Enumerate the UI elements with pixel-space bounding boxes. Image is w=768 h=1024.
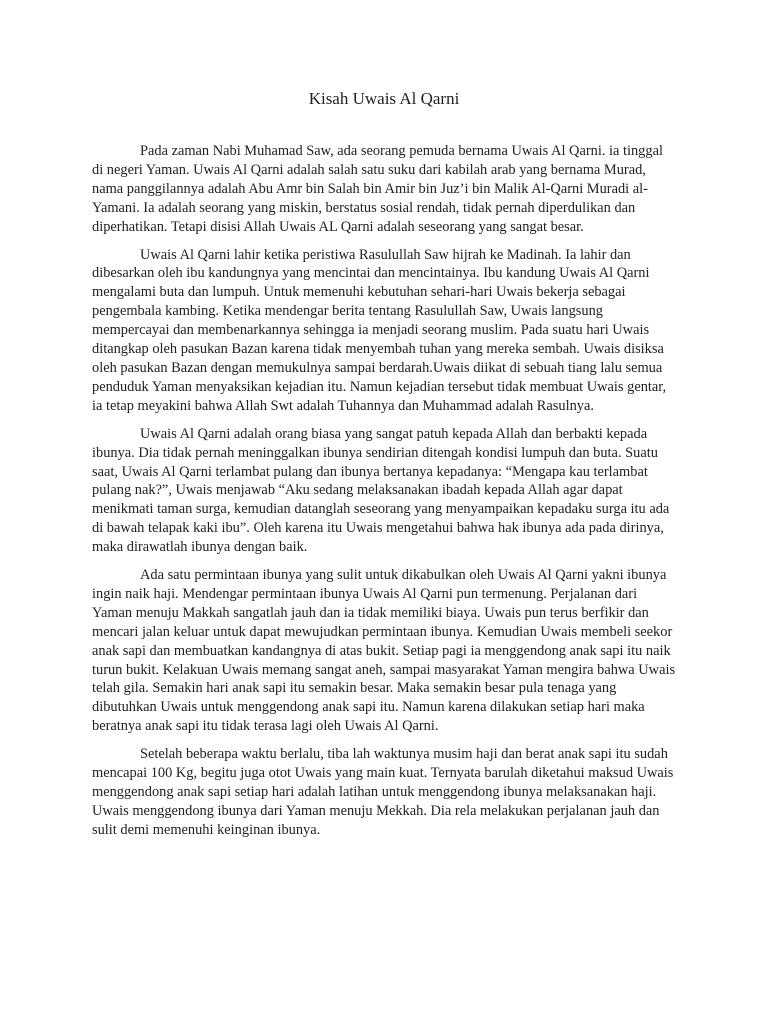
- paragraph-3: Uwais Al Qarni adalah orang biasa yang sangat patuh kepada Allah dan berbakti kepada ibunya. Dia tidak pernah meninggalkan ibunya sendirian ditengah kondisi lumpuh dan buta. Suatu saat, Uwais Al Qarni terlambat pulang dan ibunya bertanya kepadanya: “Mengapa kau terlambat pulang nak?”, Uwais menjawab “Aku sedang melaksanakan ibadah kepada Allah agar dapat menikmati taman surga, kemudian datanglah seseorang yang menyampaikan kepadaku surga itu ada di bawah telapak kaki ibu”. Oleh karena itu Uwais mengetahui bahwa hak ibunya ada pada dirinya, maka dirawatlah ibunya dengan baik.: [92, 425, 670, 556]
- paragraph-2: Uwais Al Qarni lahir ketika peristiwa Rasulullah Saw hijrah ke Madinah. Ia lahir dan dibesarkan oleh ibu kandungnya yang mencintai dan mencintainya. Ibu kandung Uwais Al Qarni mengalami buta dan lumpuh. Untuk memenuhi kebutuhan sehari-hari Uwais bekerja sebagai pengembala kambing. Ketika mendengar berita tentang Rasulullah Saw, Uwais langsung mempercayai dan membenarkannya sehingga ia menjadi seorang muslim. Pada suatu hari Uwais ditangkap oleh pasukan Bazan karena tidak menyembah tuhan yang mereka sembah. Uwais disiksa oleh pasukan Bazan dengan memukulnya sampai berdarah.Uwais diikat di sebuah tiang lalu semua penduduk Yaman menyaksikan kejadian itu. Namun kejadian tersebut tidak membuat Uwais gentar, ia tetap meyakini bahwa Allah Swt adalah Tuhannya dan Muhammad adalah Rasulnya.: [92, 246, 667, 414]
- paragraph-4: Ada satu permintaan ibunya yang sulit untuk dikabulkan oleh Uwais Al Qarni yakni ibunya ingin naik haji. Mendengar permintaan ibunya Uwais Al Qarni pun termenung. Perjalanan dari Yaman menuju Makkah sangatlah jauh dan ia tidak memiliki biaya. Uwais pun terus berfikir dan mencari jalan keluar untuk dapat mewujudkan permintaan ibunya. Kemudian Uwais membeli seekor anak sapi dan membuatkan kandangnya di atas bukit. Setiap pagi ia menggendong anak sapi itu naik turun bukit. Kelakuan Uwais memang sangat aneh, sampai masyarakat Yaman mengira bahwa Uwais telah gila. Semakin hari anak sapi itu semakin besar. Maka semakin besar pula tenaga yang dibutuhkan Uwais untuk menggendong anak sapi itu. Namun karena dilakukan setiap hari maka beratnya anak sapi itu tidak terasa lagi oleh Uwais Al Qarni.: [92, 567, 676, 735]
- document-body: [92, 142, 677, 849]
- paragraph-5: Setelah beberapa waktu berlalu, tiba lah waktunya musim haji dan berat anak sapi itu sudah mencapai 100 Kg, begitu juga otot Uwais yang main kuat. Ternyata barulah diketahui maksud Uwais menggendong anak sapi setiap hari adalah latihan untuk menggendong ibunya melaksanakan haji. Uwais menggendong ibunya dari Yaman menuju Mekkah. Dia rela melakukan perjalanan jauh dan sulit demi memenuhi keinginan ibunya.: [92, 746, 674, 838]
- paragraph-1: Pada zaman Nabi Muhamad Saw, ada seorang pemuda bernama Uwais Al Qarni. ia tinggal di negeri Yaman. Uwais Al Qarni adalah salah satu suku dari kabilah arab yang bernama Murad, nama panggilannya adalah Abu Amr bin Salah bin Amir bin Juz’i bin Malik Al-Qarni Muradi al-Yamani. Ia adalah seorang yang miskin, berstatus sosial rendah, tidak pernah diperdulikan dan diperhatikan. Tetapi disisi Allah Uwais AL Qarni adalah seseorang yang sangat besar.: [92, 143, 663, 235]
- document-title: Kisah Uwais Al Qarni: [308, 89, 460, 108]
